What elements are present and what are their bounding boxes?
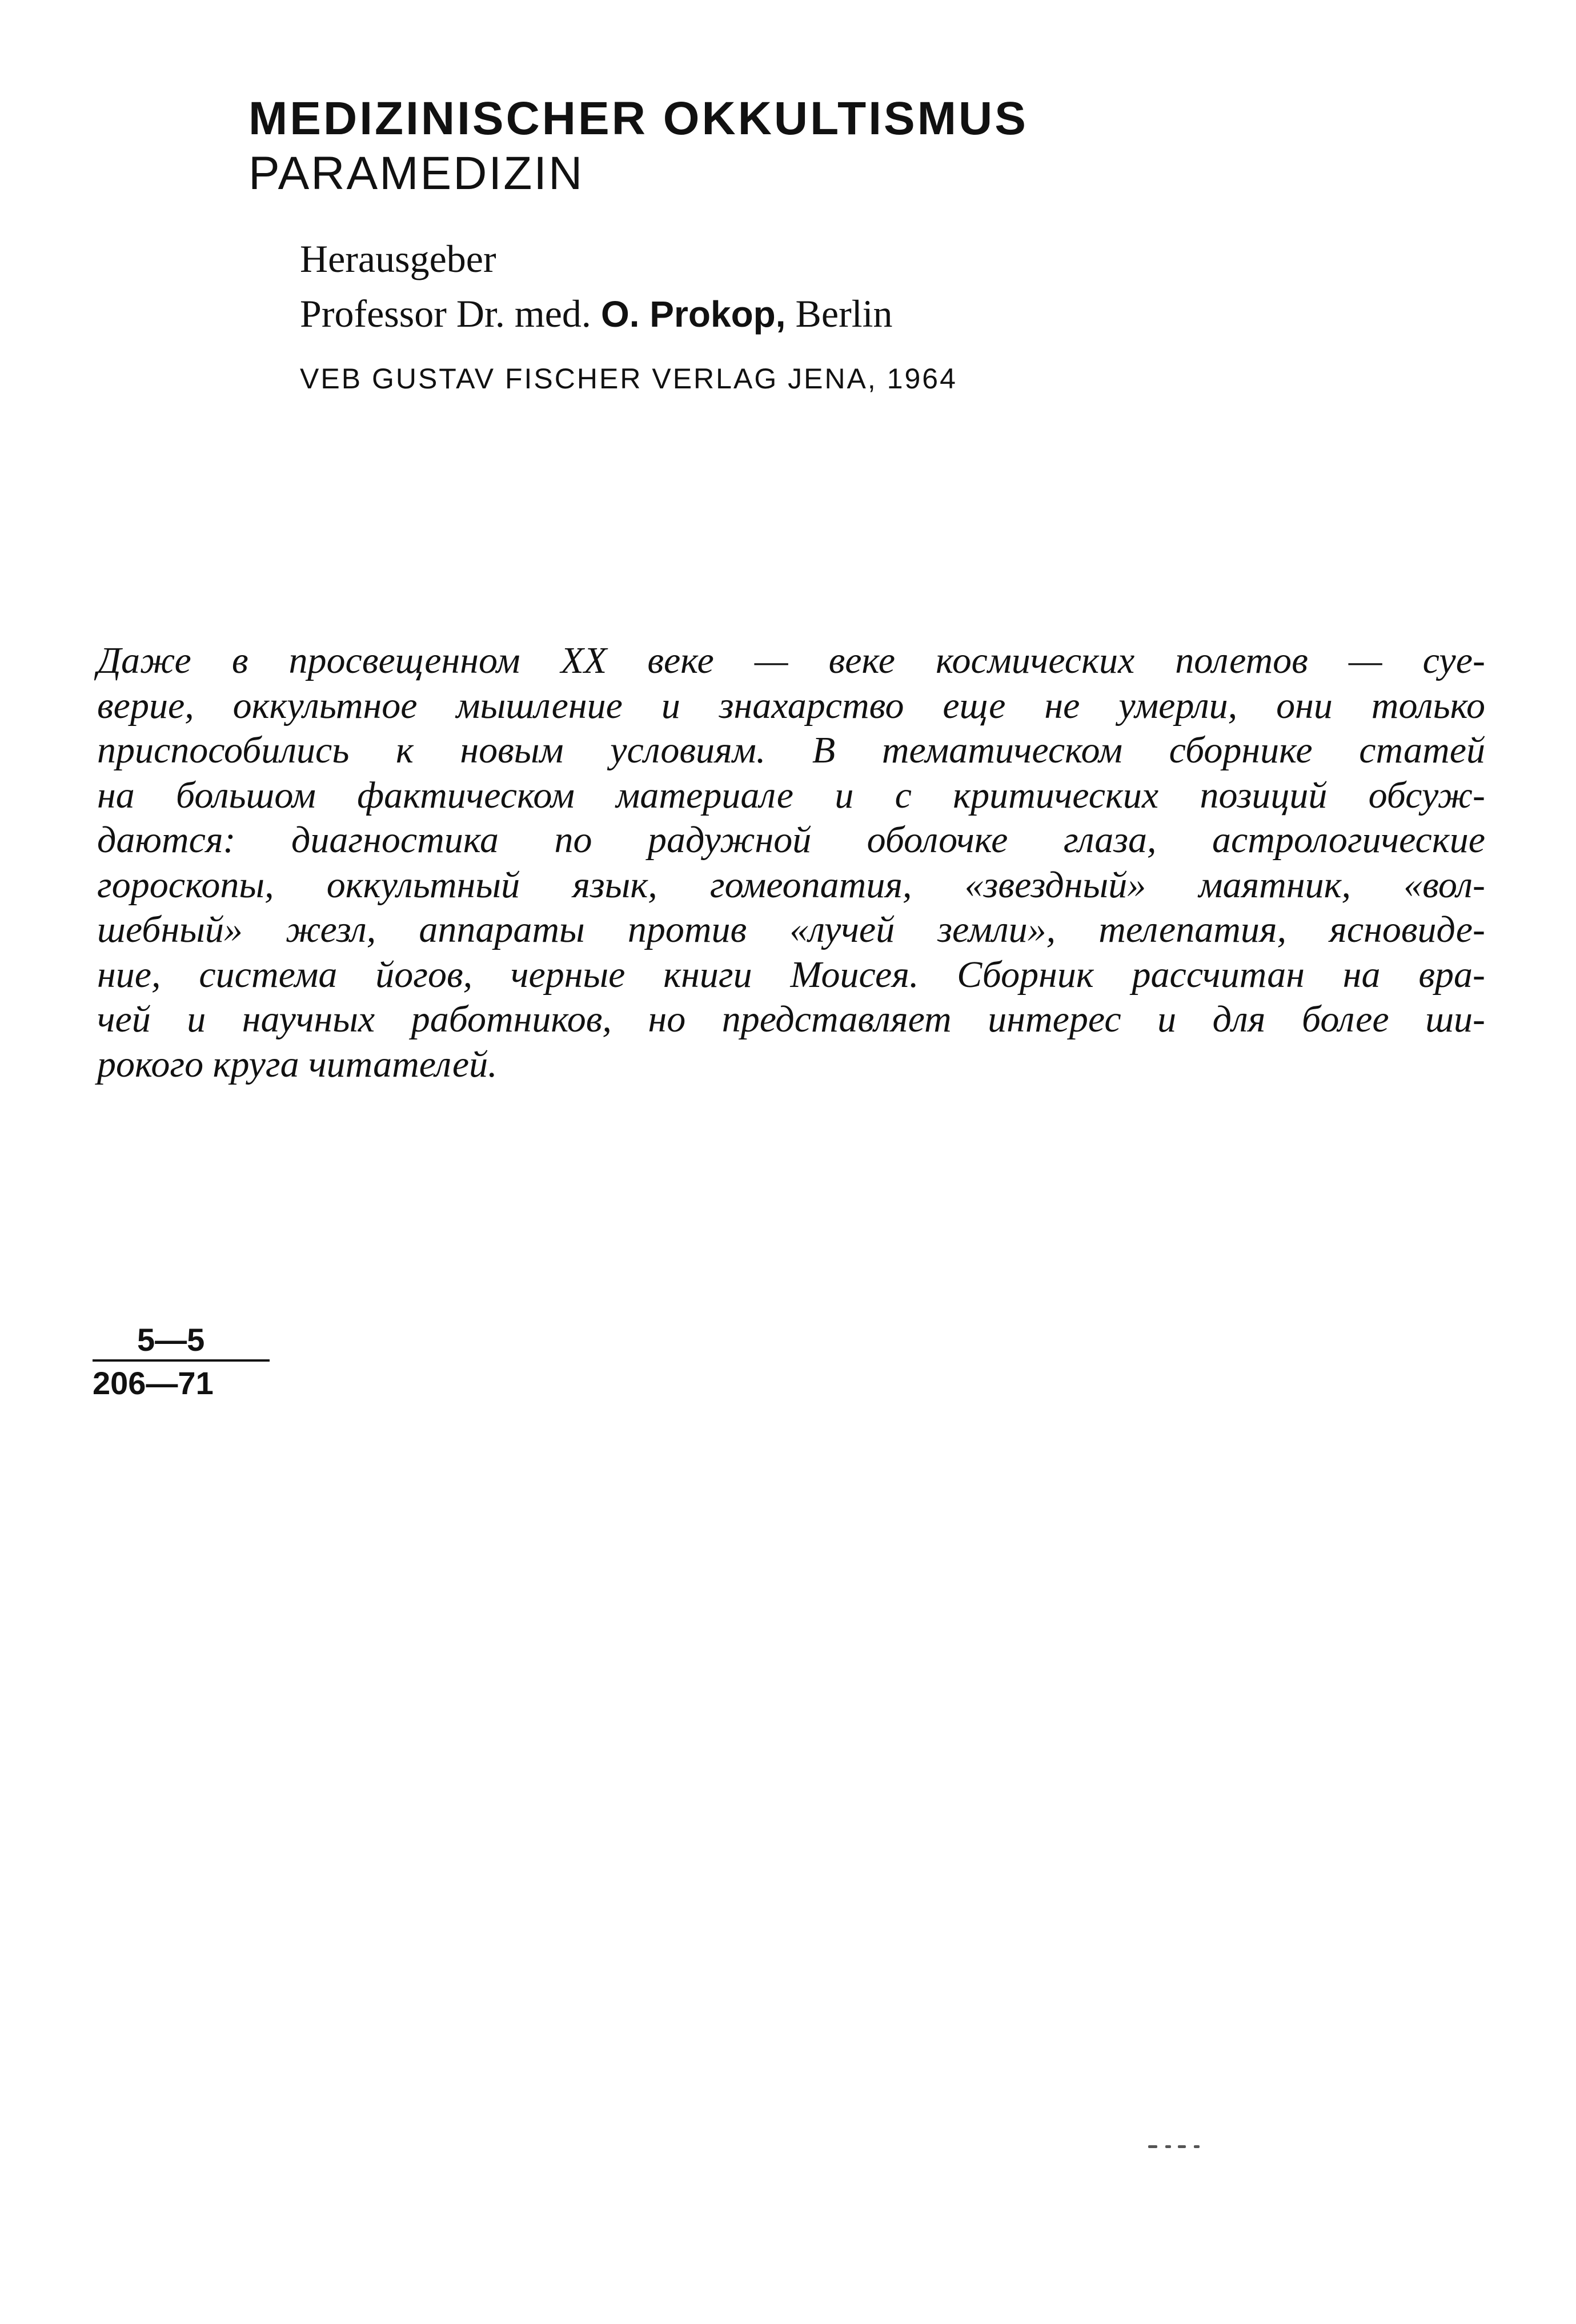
publisher-line: VEB GUSTAV FISCHER VERLAG JENA, 1964 [300, 363, 957, 395]
abstract-line: гороскопы, оккультный язык, гомеопатия, «звездный» маятник, «вол- [97, 864, 1485, 906]
abstract-paragraph [97, 639, 1485, 1087]
title-block [248, 91, 1277, 201]
abstract-line: чей и научных работников, но представляет интерес и для более ши- [97, 998, 1485, 1040]
abstract-line: верие, оккультное мышление и знахарство еще не умерли, они только [97, 684, 1485, 726]
book-subtitle: PARAMEDIZIN [248, 147, 584, 199]
catalog-code [93, 1320, 275, 1403]
catalog-code-numerator: 5—5 [93, 1320, 270, 1362]
abstract-line: приспособились к новым условиям. В тематическом сборнике статей [97, 729, 1485, 771]
abstract-line: на большом фактическом материале и с критических позиций обсуж- [97, 774, 1485, 816]
abstract-line: Даже в просвещенном XX веке — веке космических полетов — суе- [97, 640, 1485, 681]
speck [1165, 2145, 1171, 2148]
speck [1148, 2145, 1157, 2148]
abstract-line: даются: диагностика по радужной оболочке глаза, астрологические [97, 819, 1485, 861]
abstract-line: шебный» жезл, аппараты против «лучей земли», телепатия, ясновиде- [97, 909, 1485, 950]
abstract-line: ние, система йогов, черные книги Моисея. Сборник рассчитан на вра- [97, 953, 1485, 996]
speck [1194, 2145, 1200, 2148]
editor-block [300, 231, 1385, 342]
editor-label: Herausgeber [300, 237, 496, 280]
speck [1178, 2145, 1186, 2148]
catalog-code-denominator: 206—71 [93, 1365, 214, 1401]
abstract-line: рокого круга читателей. [97, 1043, 498, 1085]
book-title: MEDIZINISCHER OKKULTISMUS [248, 93, 1028, 145]
editor-city: Berlin [795, 292, 893, 335]
print-specks [1148, 2143, 1205, 2150]
editor-name: O. Prokop, [600, 294, 786, 335]
editor-credit [300, 286, 1385, 342]
editor-prefix: Professor Dr. med. [300, 292, 591, 335]
